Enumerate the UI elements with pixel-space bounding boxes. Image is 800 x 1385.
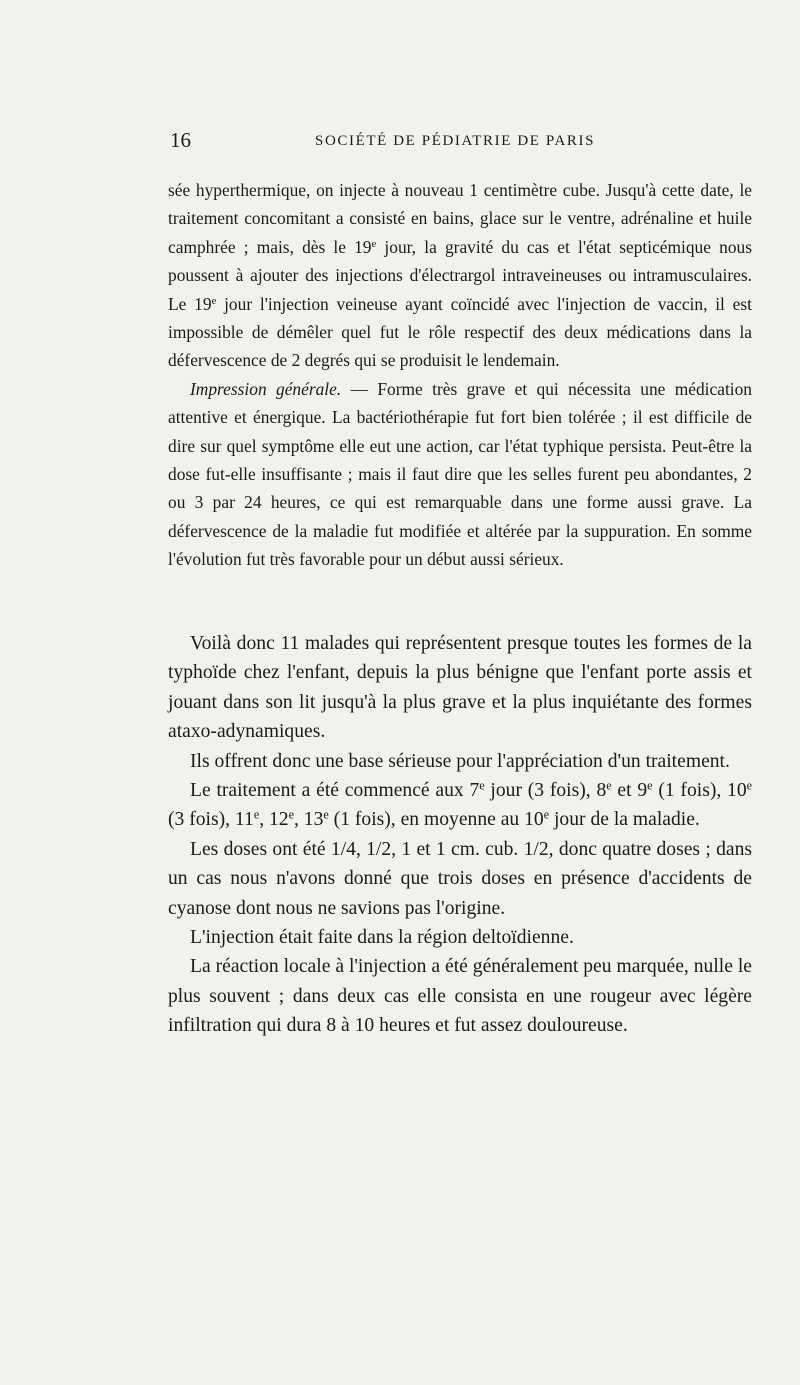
paragraph-basis: Ils offrent donc une base sérieuse pour l'appréciation d'un traitement.: [190, 750, 730, 772]
paragraph-case-report: sée hyperthermique, on injecte à nouveau 1 centimètre cube. Jusqu'à cette date, le traitement concomitant a consisté en bains, glace sur le ventre, adrénaline et huile camphrée ; mais, dès le 19e jour, la gravité du cas et l'état septicémique nous poussent à ajouter des injections d'électrargol intraveineuses ou intramusculaires. Le 19e jour l'injection veineuse ayant coïncidé avec l'injection de vaccin, il est impossible de démêler quel fut le rôle respectif des deux médications dans la défervescence de 2 degrés qui se produisit le lendemain.: [168, 180, 752, 371]
large-text-block: [168, 629, 752, 1041]
paragraph-general-impression: Impression générale. — Forme très grave et qui nécessita une médication attentive et énergique. La bactériothérapie fut fort bien tolérée ; il est difficile de dire sur quel symptôme elle eut une action, car l'état typhique persista. Peut-être la dose fut-elle insuffisante ; mais il faut dire que les selles furent peu abondantes, 2 ou 3 par 24 heures, ce qui est remarquable dans une forme aussi grave. La défervescence de la maladie fut modifiée et altérée par la suppuration. En somme l'évolution fut très favorable pour un début aussi sérieux.: [168, 378, 752, 570]
paragraph-injection-site: L'injection était faite dans la région deltoïdienne.: [190, 927, 574, 949]
small-text-block: [168, 176, 752, 574]
page-number: 16: [170, 128, 191, 152]
page-header: [170, 128, 758, 158]
paragraph-treatment-start: Le traitement a été commencé aux 7e jour (3 fois), 8e et 9e (1 fois), 10e (3 fois), 11e, 12e, 13e (1 fois), en moyenne au 10e jour de la maladie.: [168, 778, 753, 831]
paragraph-local-reaction: La réaction locale à l'injection a été généralement peu marquée, nulle le plus souvent ; dans deux cas elle consista en une rougeur avec légère infiltration qui dura 8 à 10 heures et fut assez douloureuse.: [168, 956, 752, 1037]
paragraph-doses: Les doses ont été 1/4, 1/2, 1 et 1 cm. cub. 1/2, donc quatre doses ; dans un cas nous n'avons donné que trois doses en présence d'accidents de cyanose dont nous ne savions pas l'origine.: [168, 838, 752, 919]
running-title: SOCIÉTÉ DE PÉDIATRIE DE PARIS: [315, 133, 596, 149]
paragraph-summary: Voilà donc 11 malades qui représentent presque toutes les formes de la typhoïde chez l'enfant, depuis la plus bénigne que l'enfant porte assis et jouant dans son lit jusqu'à la plus grave et la plus inquiétante des formes ataxo-adynamiques.: [168, 633, 752, 743]
italic-heading: Impression générale.: [190, 378, 342, 399]
